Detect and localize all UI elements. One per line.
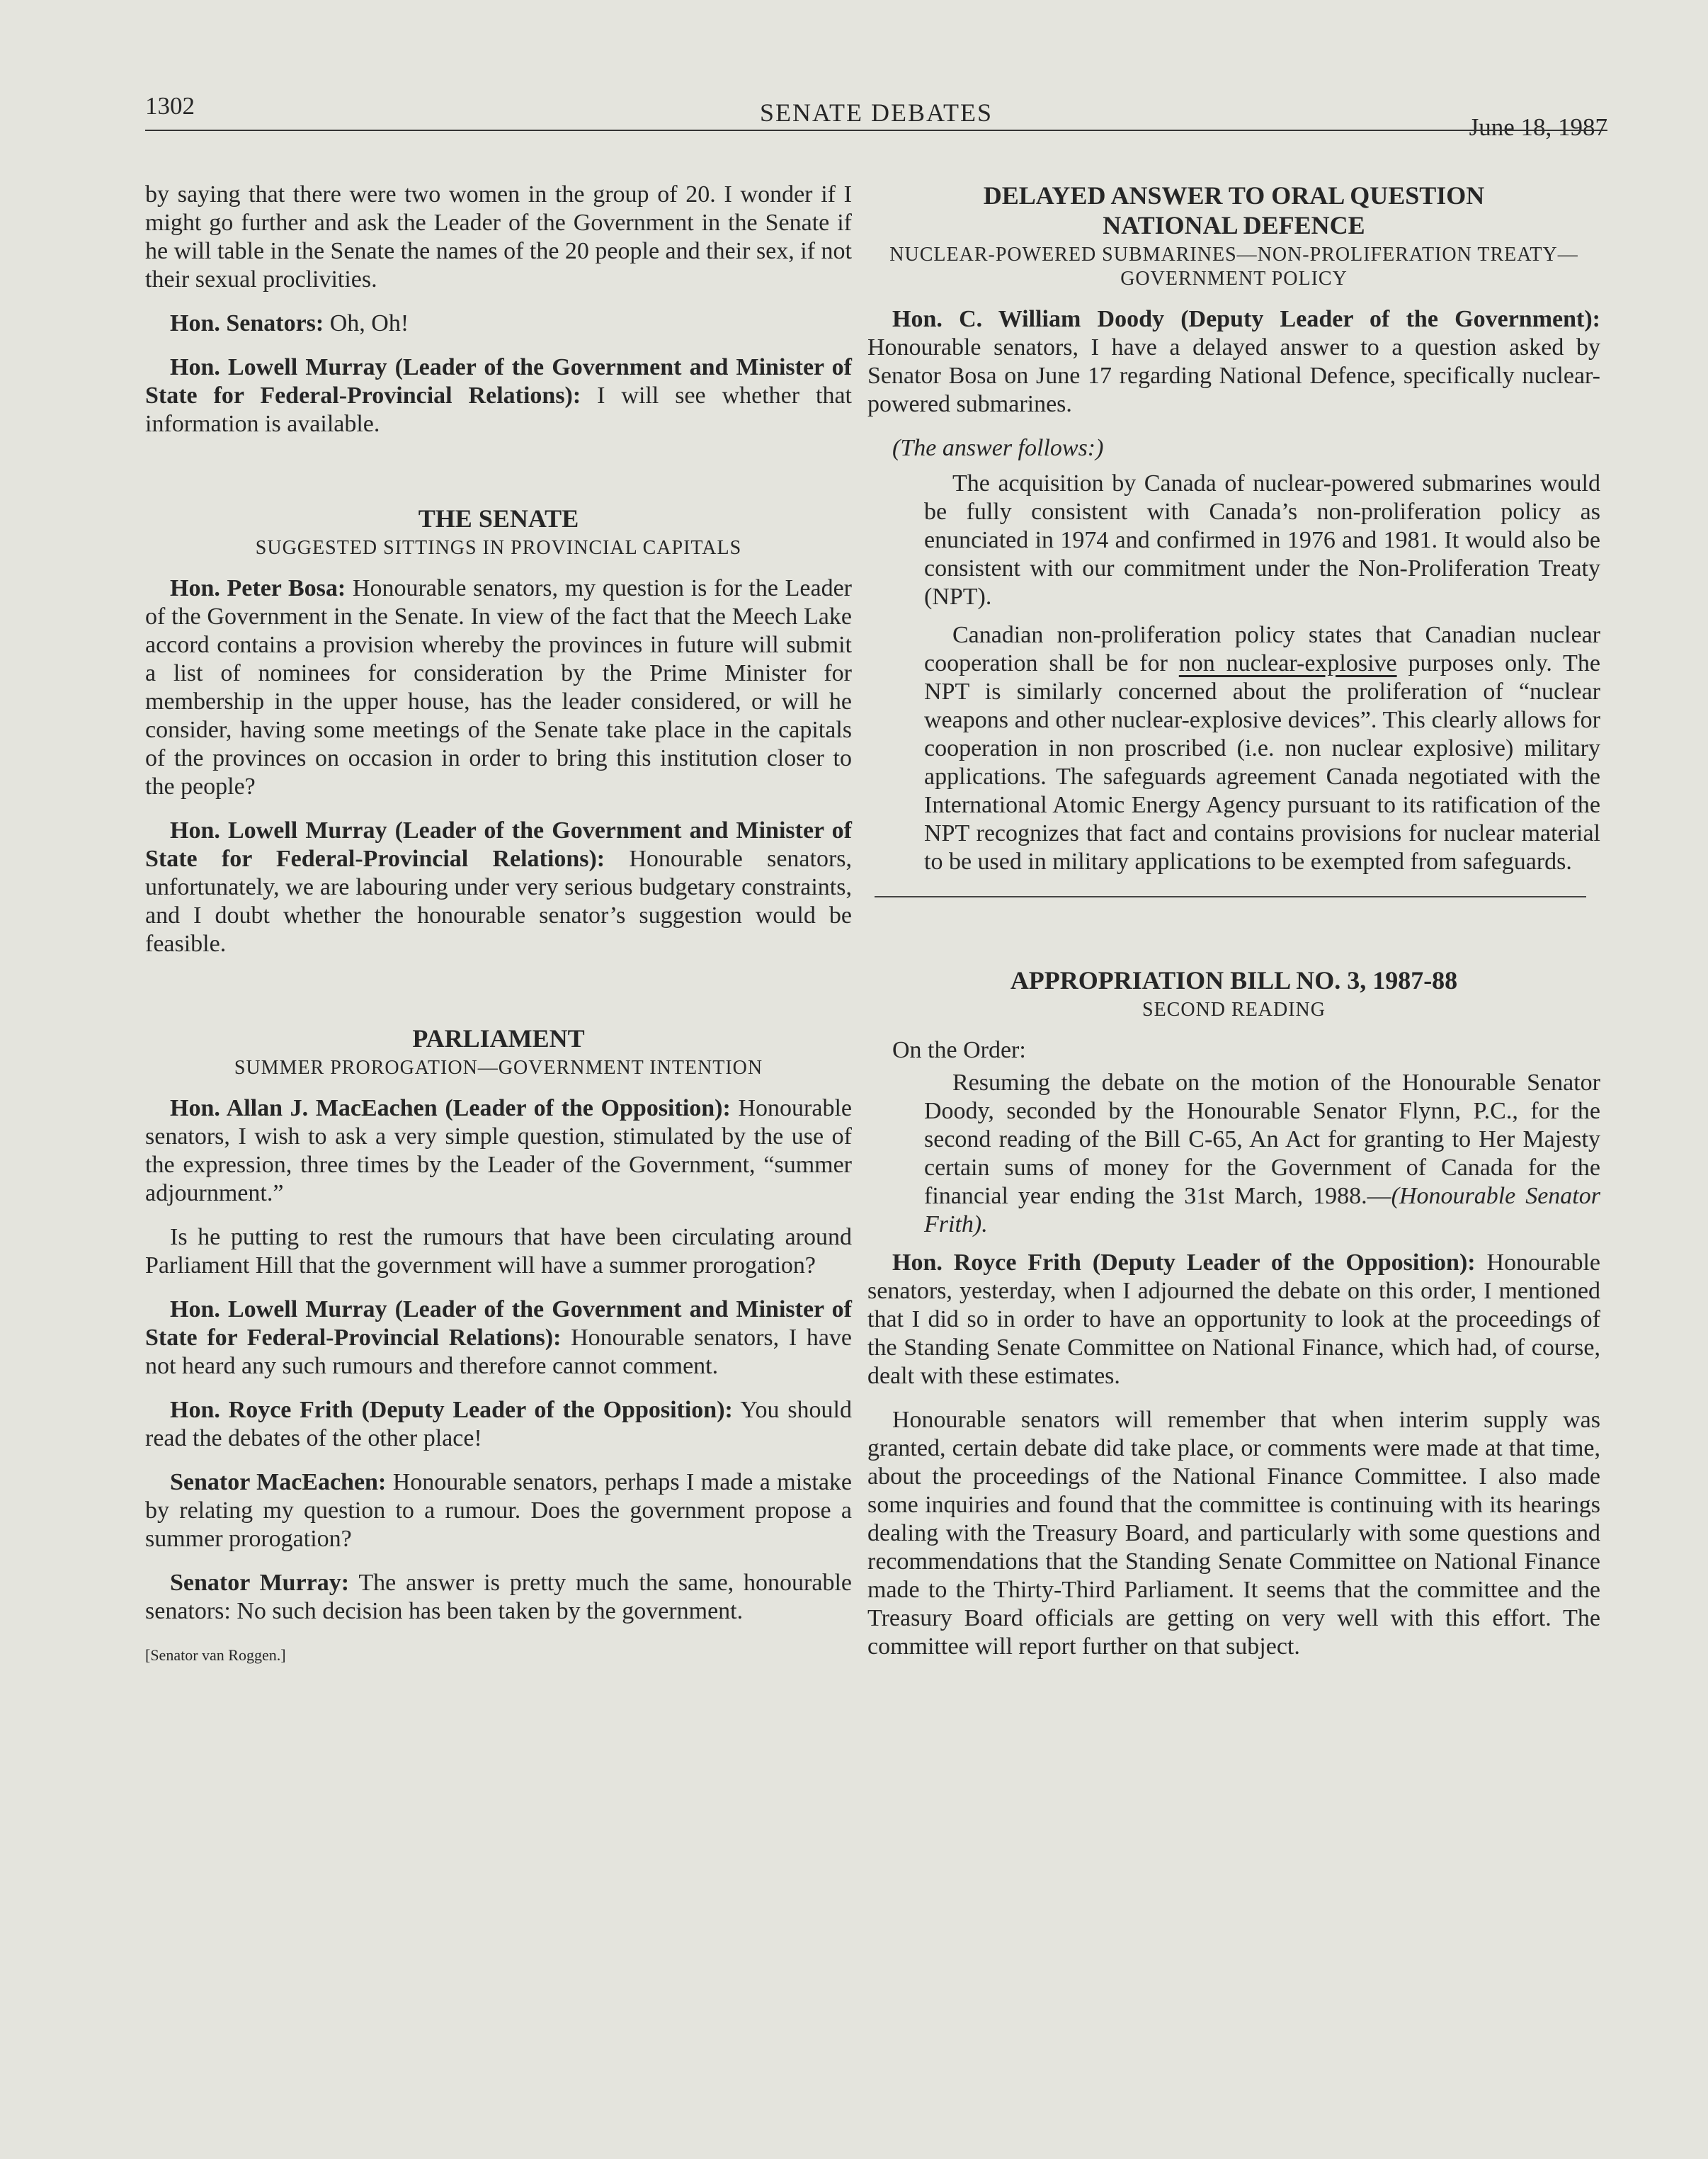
paragraph (145, 1094, 852, 1208)
footnote: [Senator van Roggen.] (145, 1646, 286, 1664)
answer-block (867, 470, 1600, 876)
speaker: Hon. Lowell Murray (Leader of the Government and Minister of State for Federal-Provincial Relations): (145, 354, 852, 409)
paragraph: by saying that there were two women in the group of 20. I wonder if I might go further and ask the Leader of the Government in the Senate if he will table in the Senate the names of the 20 people and their sex, if not their sexual proclivities. (145, 181, 852, 293)
motion-block (867, 1069, 1600, 1239)
publication-title: SENATE DEBATES (759, 98, 993, 127)
speaker: Hon. Senators: (170, 310, 324, 336)
speech: Honourable senators, I have a delayed answer to a question asked by Senator Bosa on June 17 regarding National Defence, specifically nuclear-powered submarines. (867, 334, 1600, 417)
speech: Honourable senators, perhaps I made a mistake by relating my question to a rumour. Does the government propose a summer prorogation? (145, 1469, 853, 1552)
speech: Honourable senators, I have not heard any such rumours and therefore cannot comment. (145, 1325, 853, 1379)
speech: The answer is pretty much the same, honourable senators: No such decision has been taken by the government. (145, 1570, 852, 1624)
section-divider (875, 896, 1586, 897)
underlined-text: non nuclear-explosive (1178, 650, 1397, 676)
speaker: Hon. Peter Bosa: (170, 575, 346, 601)
speaker: Senator Murray: (170, 1570, 350, 1596)
answer-note: (The answer follows:) (892, 435, 1104, 461)
paragraph (867, 1249, 1600, 1390)
left-column (145, 181, 852, 1670)
speech: Oh, Oh! (329, 310, 409, 336)
italic-text: (Honourable Senator Frith). (924, 1183, 1600, 1237)
section-heading: NATIONAL DEFENCE (1103, 211, 1365, 239)
paragraph (924, 621, 1600, 876)
paragraph (145, 1569, 852, 1626)
text-run: purposes only. The NPT is similarly concerned about the proliferation of “nuclear weapons and other nuclear-explosive devices”. This clearly allows for cooperation in non proscribed (i.e. non nuclear explosive) military applications. The safeguards agreement Canada negotiated with the International Atomic Energy Agency pursuant to its ratification of the NPT recognizes that fact and contains provisions for nuclear material to be used in military applications to be exempted from safeguards. (924, 650, 1601, 875)
section-heading: THE SENATE (418, 504, 579, 533)
speaker: Hon. Allan J. MacEachen (Leader of the Opposition): (170, 1095, 731, 1121)
section-subheading: SECOND READING (1142, 999, 1326, 1021)
paragraph: Is he putting to rest the rumours that have been circulating around Parliament Hill that the government will have a summer prorogation? (145, 1224, 852, 1279)
paragraph (145, 310, 852, 338)
paragraph: The acquisition by Canada of nuclear-powered submarines would be fully consistent with Canada’s non-proliferation policy as enunciated in 1974 and confirmed in 1976 and 1981. It would also be consistent with our commitment under the Non-Proliferation Treaty (NPT). (924, 470, 1600, 610)
paragraph (145, 1296, 852, 1381)
section-heading: PARLIAMENT (412, 1024, 585, 1053)
speaker: Hon. Lowell Murray (Leader of the Government and Minister of State for Federal-Provincial Relations): (145, 817, 852, 872)
speech: Honourable senators, unfortunately, we are labouring under very serious budgetary constraints, and I doubt whether the honourable senator’s suggestion would be feasible. (145, 846, 853, 957)
page-date: June 18, 1987 (1469, 113, 1607, 141)
speaker: Hon. C. William Doody (Deputy Leader of the Government): (892, 306, 1600, 332)
section-heading: DELAYED ANSWER TO ORAL QUESTION (983, 181, 1485, 210)
paragraph (924, 1069, 1600, 1239)
paragraph (867, 305, 1600, 419)
page-header (145, 92, 1607, 141)
right-column (867, 181, 1600, 1677)
paragraph (145, 1468, 852, 1553)
header-rule (145, 130, 1607, 131)
paragraph (145, 353, 852, 438)
speech: I will see whether that information is available. (145, 382, 852, 437)
section-subheading: SUMMER PROROGATION—GOVERNMENT INTENTION (234, 1057, 763, 1079)
order-line: On the Order: (892, 1037, 1026, 1063)
section-heading: APPROPRIATION BILL NO. 3, 1987-88 (1010, 966, 1458, 994)
speaker: Hon. Royce Frith (Deputy Leader of the Opposition): (892, 1250, 1476, 1276)
section-subheading: NUCLEAR-POWERED SUBMARINES—NON-PROLIFERATION TREATY—GOVERNMENT POLICY (889, 244, 1578, 290)
speaker: Hon. Royce Frith (Deputy Leader of the Opposition): (170, 1397, 733, 1423)
text-run: Resuming the debate on the motion of the Honourable Senator Doody, seconded by the Honourable Senator Flynn, P.C., for the second reading of the Bill C-65, An Act for granting to Her Majesty certain sums of money for the Government of Canada for the financial year ending the 31st March, 1988.— (924, 1070, 1600, 1209)
paragraph (145, 574, 852, 801)
speech: Honourable senators, I wish to ask a very simple question, stimulated by the use of the expression, three times by the Leader of the Government, “summer adjournment.” (145, 1095, 853, 1206)
speech: Honourable senators, yesterday, when I adjourned the debate on this order, I mentioned that I did so in order to have an opportunity to look at the proceedings of the Standing Senate Committee on National Finance, which had, of course, dealt with these estimates. (867, 1250, 1601, 1389)
speaker: Senator MacEachen: (170, 1469, 387, 1495)
speaker: Hon. Lowell Murray (Leader of the Government and Minister of State for Federal-Provincial Relations): (145, 1296, 852, 1351)
page-number: 1302 (145, 92, 195, 120)
section-subheading: SUGGESTED SITTINGS IN PROVINCIAL CAPITALS (255, 537, 742, 559)
paragraph (145, 817, 852, 958)
paragraph: Honourable senators will remember that when interim supply was granted, certain debate did take place, or comments were made at that time, about the proceedings of the National Finance Committee. I also made some inquiries and found that the committee is continuing with its hearings dealing with the Treasury Board, and particularly with some questions and recommendations that the Standing Senate Committee on National Finance made to the Thirty-Third Parliament. It seems that the committee and the Treasury Board officials are getting on very well with this effort. The committee will report further on that subject. (867, 1407, 1600, 1660)
speech: You should read the debates of the other place! (145, 1397, 852, 1451)
paragraph (145, 1396, 852, 1453)
text-run: Canadian non-proliferation policy states that Canadian nuclear cooperation shall be for (924, 622, 1600, 676)
speech: Honourable senators, my question is for the Leader of the Government in the Senate. In view of the fact that the Meech Lake accord contains a provision whereby the provinces in future will submit a list of nominees for consideration by the Prime Minister for membership in the upper house, has the leader considered, or will he consider, having some meetings of the Senate take place in the capitals of the provinces on occasion in order to bring this institution closer to the people? (145, 575, 852, 800)
